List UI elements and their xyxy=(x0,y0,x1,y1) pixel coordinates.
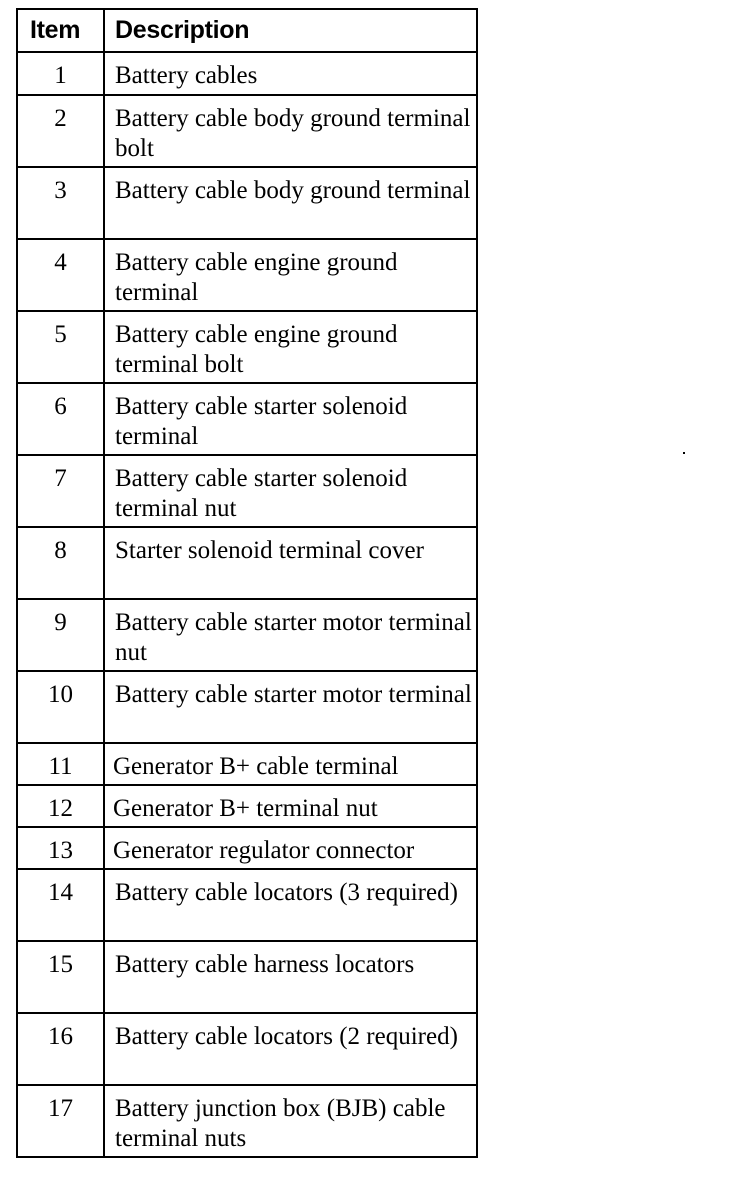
item-number: 7 xyxy=(17,455,104,527)
table-row xyxy=(17,941,477,1013)
table-row xyxy=(17,1085,477,1157)
item-number: 17 xyxy=(17,1085,104,1157)
table-row xyxy=(17,827,477,869)
item-description: Battery cable starter solenoid terminal nut xyxy=(104,455,477,527)
item-number: 9 xyxy=(17,599,104,671)
table-header xyxy=(17,9,477,52)
item-number: 14 xyxy=(17,869,104,941)
item-number: 6 xyxy=(17,383,104,455)
item-description: Battery cable locators (3 required) xyxy=(104,869,477,941)
item-number: 5 xyxy=(17,311,104,383)
item-number: 16 xyxy=(17,1013,104,1085)
parts-table xyxy=(16,8,478,1158)
item-description: Battery cable engine ground terminal bolt xyxy=(104,311,477,383)
item-number: 13 xyxy=(17,827,104,869)
table-row xyxy=(17,785,477,827)
table-row xyxy=(17,527,477,599)
item-description: Battery cable starter motor terminal xyxy=(104,671,477,743)
item-number: 12 xyxy=(17,785,104,827)
table-row xyxy=(17,1013,477,1085)
item-description: Battery cable starter motor terminal nut xyxy=(104,599,477,671)
table-body xyxy=(17,52,477,1157)
item-number: 1 xyxy=(17,52,104,95)
stray-mark xyxy=(683,452,685,454)
item-description: Battery cables xyxy=(104,52,477,95)
item-description: Generator regulator connector xyxy=(104,827,477,869)
table-row xyxy=(17,167,477,239)
item-description: Generator B+ cable terminal xyxy=(104,743,477,785)
column-header-item: Item xyxy=(17,9,104,52)
item-description: Battery cable starter solenoid terminal xyxy=(104,383,477,455)
table-row xyxy=(17,52,477,95)
item-description: Battery cable body ground terminal xyxy=(104,167,477,239)
table-row xyxy=(17,311,477,383)
item-description: Battery junction box (BJB) cable terminal nuts xyxy=(104,1085,477,1157)
item-description: Battery cable engine ground terminal xyxy=(104,239,477,311)
table-row xyxy=(17,95,477,167)
item-number: 8 xyxy=(17,527,104,599)
table-row xyxy=(17,239,477,311)
column-header-description: Description xyxy=(104,9,477,52)
header-row xyxy=(17,9,477,52)
table-row xyxy=(17,383,477,455)
item-number: 4 xyxy=(17,239,104,311)
table-row xyxy=(17,869,477,941)
item-number: 10 xyxy=(17,671,104,743)
item-description: Battery cable harness locators xyxy=(104,941,477,1013)
item-description: Generator B+ terminal nut xyxy=(104,785,477,827)
item-description: Battery cable locators (2 required) xyxy=(104,1013,477,1085)
item-number: 15 xyxy=(17,941,104,1013)
item-description: Starter solenoid terminal cover xyxy=(104,527,477,599)
table-row xyxy=(17,743,477,785)
table-row xyxy=(17,671,477,743)
item-number: 11 xyxy=(17,743,104,785)
item-number: 3 xyxy=(17,167,104,239)
table-row xyxy=(17,599,477,671)
item-description: Battery cable body ground terminal bolt xyxy=(104,95,477,167)
table-row xyxy=(17,455,477,527)
item-number: 2 xyxy=(17,95,104,167)
